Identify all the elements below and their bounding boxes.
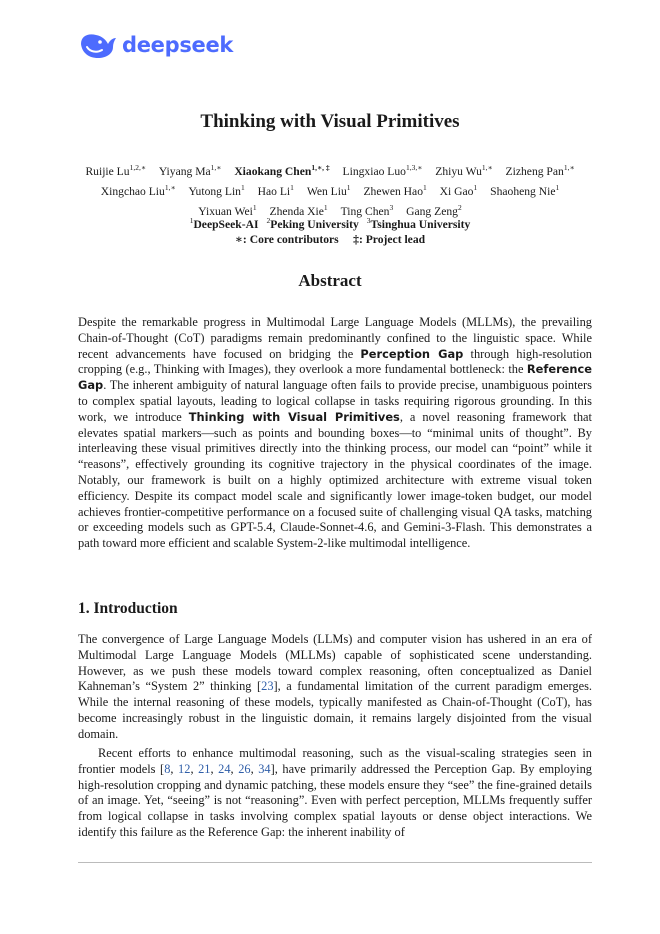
affiliations (0, 213, 660, 247)
author-affiliation-mark: 1,∗ (481, 163, 493, 172)
author-affiliation-mark: 1,∗, ‡ (311, 163, 330, 172)
author (306, 182, 351, 198)
author-list (70, 160, 590, 220)
logo (78, 30, 233, 60)
author-name: Hao Li (257, 184, 291, 198)
author-name: Zizheng Pan (505, 164, 564, 178)
text-run: , (210, 761, 219, 776)
author-affiliation-mark: 1 (323, 202, 328, 212)
text-run: , (230, 761, 239, 776)
project-lead-note: ‡: Project lead (353, 232, 426, 246)
affiliation-mark: 1 (189, 216, 194, 225)
citation-link[interactable]: 23 (261, 679, 274, 694)
author-name: Zhewen Hao (363, 184, 423, 198)
author (490, 182, 560, 198)
affiliation-name: Tsinghua University (370, 217, 471, 231)
whale-icon (78, 30, 118, 60)
author-name: Gang Zeng (406, 204, 458, 218)
affiliation (367, 218, 471, 231)
author-affiliation-mark: 2 (457, 202, 462, 212)
text-run: Despite the remarkable progress in Multimodal Large Language Models (MLLMs), the prevailing Chain-of-Thought (CoT) paradigms remain predominantly confined to the linguistic space. While recent advancements have focused on bridging the (78, 315, 592, 361)
author (257, 182, 294, 198)
author-name: Xi Gao (439, 184, 474, 198)
affiliation (190, 218, 259, 231)
affiliation-row (0, 213, 660, 232)
author-name: Zhenda Xie (269, 204, 324, 218)
author (439, 182, 478, 198)
author (435, 165, 492, 178)
author-name: Yixuan Wei (198, 204, 253, 218)
core-contributors-note: ∗: Core contributors (234, 232, 339, 246)
author-affiliation-mark: 1 (473, 182, 478, 192)
author (188, 182, 245, 198)
paper-title: Thinking with Visual Primitives (200, 111, 460, 132)
citation-link[interactable]: 21 (198, 761, 211, 776)
logo-text: deepseek (122, 33, 234, 57)
contributor-notes (0, 232, 660, 247)
author-name: Xiaokang Chen (234, 164, 312, 178)
author-affiliation-mark: 1 (423, 182, 427, 192)
affiliation (266, 218, 358, 231)
citation-link[interactable]: 12 (178, 761, 191, 776)
citation-link[interactable]: 8 (164, 761, 171, 776)
section-heading-introduction: 1. Introduction (78, 600, 178, 617)
citation-link[interactable]: 26 (238, 761, 251, 776)
text-run: . The inherent ambiguity of natural language often fails to provide precise, unambiguous pointers to complex spatial layouts, leading to logical collapse in tasks requiring rigorous grounding. In this work, we introduce (78, 378, 592, 424)
author (363, 182, 427, 198)
author-name: Yiyang Ma (158, 164, 211, 178)
author-name: Lingxiao Luo (342, 164, 406, 178)
affiliation-mark: 3 (366, 216, 371, 225)
author-name: Zhiyu Wu (435, 164, 482, 178)
citation-link[interactable]: 34 (258, 761, 271, 776)
text-run: , a novel reasoning framework that elevates spatial markers—such as points and bounding boxes—to “minimal units of thought”. By interleaving these visual primitives directly into the thinking process, our model can “point” while it “reasons”, effectively grounding its cognitive trajectory in the physical coordinates of the image. Notably, our framework is built on a highly optimized architecture with extreme visual token efficiency. Despite its compact model scale and significantly lower image-token budget, our model achieves frontier-competitive performance on a focused suite of challenging visual QA tasks, matching or exceeding models such as GPT-5.4, Claude-Sonnet-4.6, and Gemini-3-Flash. This demonstrates a path toward more efficient and scalable System-2-like multimodal intelligence. (78, 409, 592, 551)
author-affiliation-mark: 1 (346, 182, 351, 192)
author-affiliation-mark: 1,2,∗ (129, 163, 146, 172)
affiliation-name: DeepSeek-AI (193, 217, 259, 231)
text-run: through high-resolution cropping (e.g., Thinking with Images), they overlook a more fundamental bottleneck: the (78, 346, 593, 377)
bold-term: Perception Gap (360, 346, 464, 361)
text-run: The convergence of Large Language Models (LLMs) and computer vision has ushered in an era of Multimodal Large Language Models (MLLMs) capable of sophisticated scene understanding. However, as we push these models toward complex reasoning, often conceptualized as Daniel Kahneman’s “System 2” thinking [ (78, 632, 592, 694)
author (343, 165, 423, 178)
abstract-heading: Abstract (298, 271, 362, 290)
affiliation-name: Peking University (270, 217, 359, 231)
author-name: Yutong Lin (188, 184, 241, 198)
author-affiliation-mark: 1,∗ (210, 163, 222, 172)
author-name: Xingchao Liu (100, 184, 165, 198)
author-affiliation-mark: 1,∗ (563, 163, 575, 172)
page-divider (78, 862, 592, 863)
text-run: , (170, 761, 179, 776)
author-affiliation-mark: 1 (252, 202, 257, 212)
text-run: ], have primarily addressed the Perception Gap. By employing high-resolution cropping and dynamic patching, these models ensure they “see” the fine-grained details of an image. Yet, “seeing” is not “reasoning”. Even with perfect perception, MLLMs frequently suffer from logical collapse in tasks involving complex spatial layouts or dense object interactions. We identify this failure as the Reference Gap: the inherent inability of (78, 761, 592, 839)
author-affiliation-mark: 1 (290, 182, 294, 192)
text-run: , (250, 761, 259, 776)
author-name: Shaoheng Nie (490, 184, 556, 198)
author (100, 182, 176, 198)
affiliation-mark: 2 (266, 216, 271, 225)
author-affiliation-mark: 1,∗ (164, 182, 176, 192)
author-name: Ruijie Lu (85, 164, 130, 178)
author-name: Ting Chen (340, 204, 390, 218)
citation-link[interactable]: 24 (218, 761, 231, 776)
author (506, 165, 575, 178)
bold-term: Thinking with Visual Primitives (188, 409, 400, 424)
intro-paragraph-2 (78, 746, 592, 841)
author-affiliation-mark: 1 (240, 182, 245, 192)
intro-paragraph-1 (78, 632, 592, 743)
author-affiliation-mark: 1,3,∗ (405, 163, 423, 172)
abstract-text (78, 315, 592, 552)
author-affiliation-mark: 1 (555, 182, 560, 192)
author (159, 165, 222, 178)
text-run: Recent efforts to enhance multimodal reasoning, such as the visual-scaling strategies seen in frontier models [ (78, 746, 592, 776)
author-affiliation-mark: 3 (389, 202, 394, 212)
bold-term: Reference Gap (78, 362, 592, 393)
author (85, 165, 145, 178)
text-run: ], a fundamental limitation of the current paradigm emerges. While the internal reasoning of these models, typically manifested as Chain-of-Thought (CoT), has become increasingly robust in the linguistic domain, it remains largely disjointed from the visual domain. (78, 679, 592, 741)
text-run: , (190, 761, 199, 776)
author-name: Wen Liu (306, 184, 347, 198)
author (234, 165, 329, 178)
